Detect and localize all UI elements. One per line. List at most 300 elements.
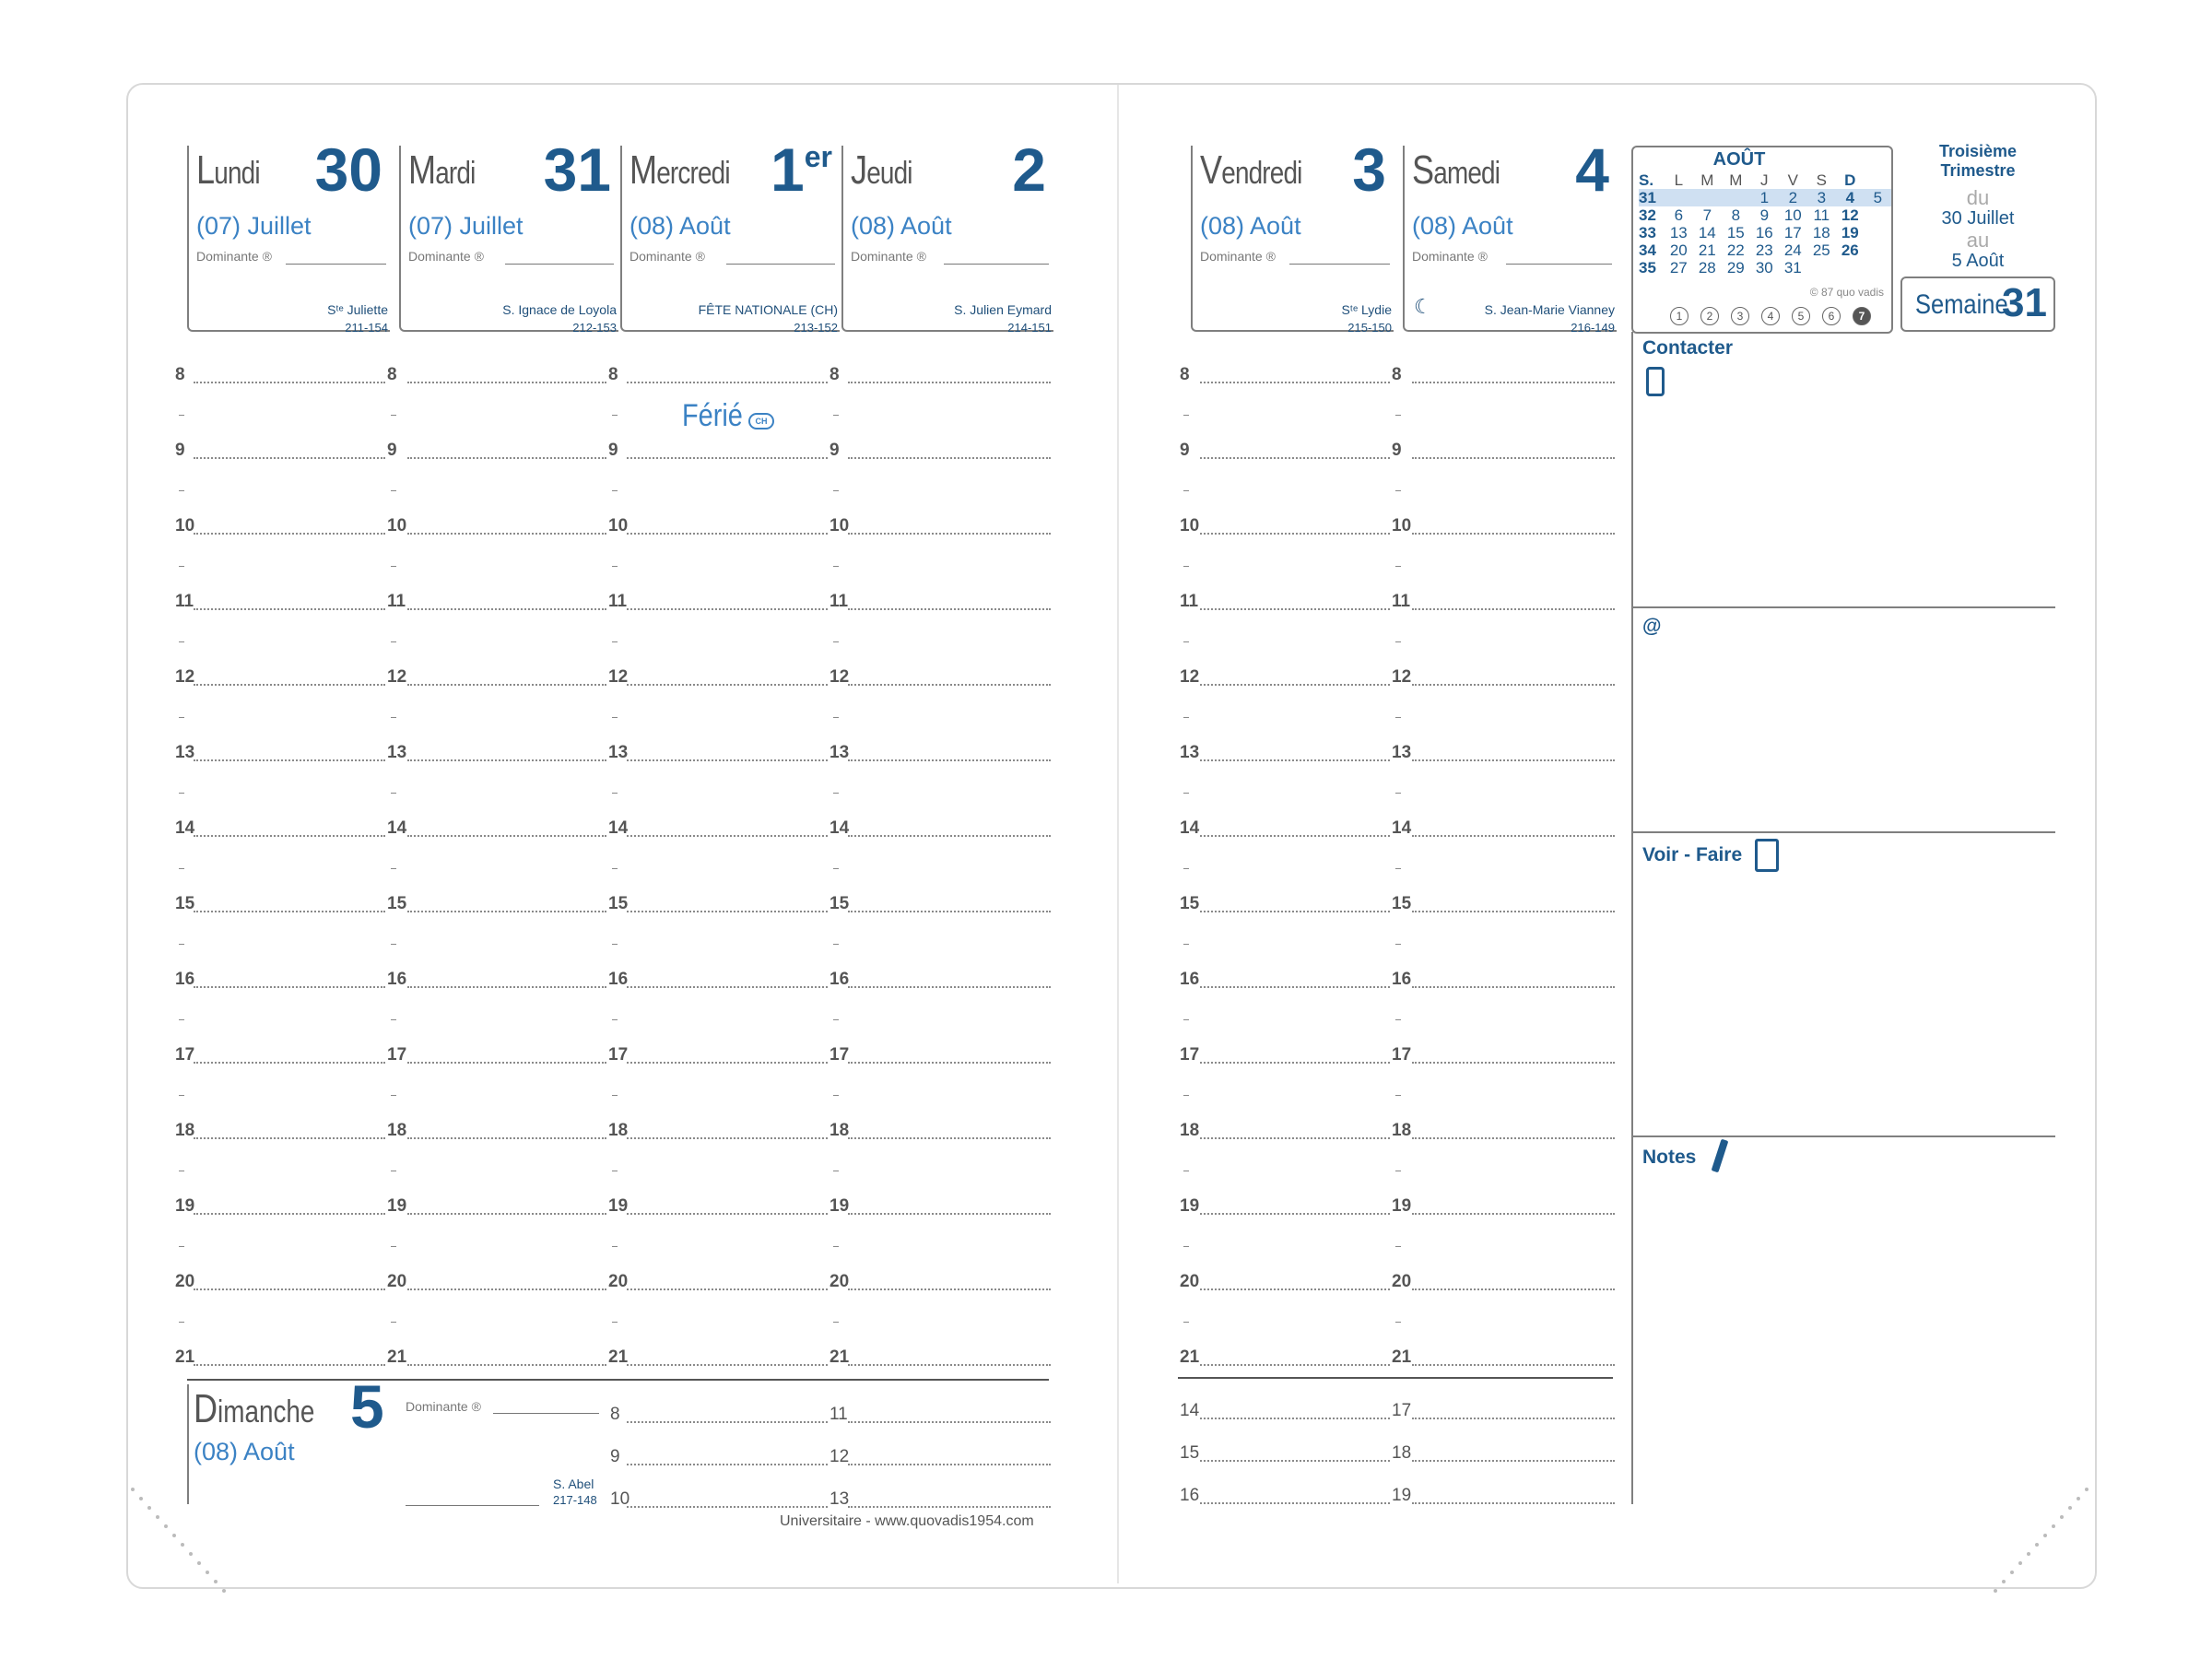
hour-line[interactable] (848, 533, 1051, 535)
binding-hole (222, 1589, 226, 1593)
hour-label: 18 (830, 1121, 850, 1140)
day-month: (07) Juillet (196, 212, 312, 240)
mini-calendar-title: AOÛT (1712, 149, 1766, 170)
hour-line[interactable] (407, 759, 606, 761)
hour-line[interactable] (848, 1288, 1051, 1290)
hour-line[interactable] (407, 608, 606, 610)
hour-line[interactable] (407, 986, 606, 988)
extra-hour-line[interactable] (1412, 1418, 1615, 1419)
hour-line[interactable] (407, 382, 606, 383)
hour-line[interactable] (407, 457, 606, 459)
hour-line[interactable] (407, 1364, 606, 1366)
half-hour-mark (1183, 868, 1189, 869)
hour-line[interactable] (407, 1288, 606, 1290)
hour-line[interactable] (627, 759, 828, 761)
hour-label: 11 (1392, 592, 1411, 611)
half-hour-mark (833, 868, 839, 869)
calendar-week-number: 34 (1639, 241, 1656, 259)
sunday-hour-line[interactable] (627, 1464, 828, 1465)
hour-line[interactable] (627, 1364, 828, 1366)
hour-label: 9 (387, 441, 397, 460)
half-hour-mark (391, 944, 396, 945)
au-label: au (1966, 229, 1990, 252)
sunday-number: 5 (350, 1372, 384, 1441)
sunday-hour-label: 9 (610, 1447, 620, 1466)
hour-label: 16 (175, 970, 195, 989)
half-hour-mark (391, 1095, 396, 1096)
hour-line[interactable] (1412, 911, 1615, 912)
email-rule (1631, 831, 2055, 833)
hour-label: 12 (830, 667, 850, 687)
calendar-weekday-header (1639, 171, 1891, 189)
weekday-circles (1670, 307, 1883, 325)
hour-line[interactable] (1412, 684, 1615, 686)
half-hour-mark (612, 490, 618, 491)
sunday-hour-line[interactable] (848, 1506, 1051, 1508)
day-header (620, 135, 840, 335)
hour-line[interactable] (194, 1062, 385, 1064)
hour-line[interactable] (627, 911, 828, 912)
hour-line[interactable] (1412, 1062, 1615, 1064)
hour-line[interactable] (1412, 759, 1615, 761)
half-hour-mark (833, 566, 839, 567)
binding-hole (2027, 1552, 2030, 1556)
hour-line[interactable] (848, 911, 1051, 912)
half-hour-mark (1183, 1246, 1189, 1247)
hour-line[interactable] (194, 457, 385, 459)
calendar-day: 9 (1759, 206, 1770, 224)
day-header (399, 135, 618, 335)
from-date: 30 Juillet (1941, 208, 2015, 229)
hour-line[interactable] (1200, 759, 1390, 761)
half-hour-mark (833, 1019, 839, 1020)
hour-line[interactable] (194, 986, 385, 988)
hour-line[interactable] (407, 911, 606, 912)
half-hour-mark (179, 1019, 184, 1020)
hour-line[interactable] (1412, 835, 1615, 837)
calendar-day: 6 (1674, 206, 1684, 224)
hour-label: 17 (387, 1045, 407, 1065)
notepad-icon (1755, 839, 1779, 872)
hour-label: 14 (387, 818, 407, 838)
hour-label: 10 (387, 516, 407, 535)
hour-line[interactable] (627, 684, 828, 686)
hour-line[interactable] (194, 1288, 385, 1290)
hour-label: 21 (830, 1347, 850, 1367)
hour-line[interactable] (1412, 986, 1615, 988)
sunday-box (187, 1384, 189, 1504)
hour-label: 17 (1180, 1045, 1200, 1065)
hour-line[interactable] (194, 911, 385, 912)
extra-hour-label: 19 (1392, 1486, 1412, 1505)
hour-label: 10 (830, 516, 850, 535)
hour-line[interactable] (848, 1137, 1051, 1139)
week-number: 31 (2002, 280, 2047, 325)
hour-line[interactable] (627, 1062, 828, 1064)
hour-line[interactable] (1412, 1364, 1615, 1366)
hour-line[interactable] (848, 608, 1051, 610)
half-hour-mark (179, 944, 184, 945)
hour-label: 9 (608, 441, 618, 460)
notes-heading: Notes (1642, 1147, 1697, 1168)
half-hour-mark (833, 793, 839, 794)
extra-hour-line[interactable] (1200, 1502, 1390, 1504)
hour-line[interactable] (1200, 1364, 1390, 1366)
hour-line[interactable] (194, 608, 385, 610)
calendar-day: 10 (1783, 206, 1802, 224)
hour-label: 11 (387, 592, 406, 611)
calendar-day: 24 (1783, 241, 1802, 259)
hour-label: 9 (1392, 441, 1402, 460)
sunday-dominante-line (493, 1413, 599, 1414)
hour-line[interactable] (194, 1213, 385, 1215)
hour-label: 20 (387, 1272, 407, 1291)
hour-line[interactable] (627, 986, 828, 988)
calendar-day (1807, 259, 1836, 276)
hour-label: 20 (1180, 1272, 1200, 1291)
hour-label: 17 (608, 1045, 629, 1065)
calendar-day: 28 (1698, 259, 1716, 276)
hour-line[interactable] (848, 457, 1051, 459)
half-hour-mark (179, 490, 184, 491)
extra-hour-label: 14 (1180, 1401, 1200, 1420)
calendar-week-row (1639, 206, 1891, 224)
hour-line[interactable] (1200, 608, 1390, 610)
hour-line[interactable] (1412, 1288, 1615, 1290)
hour-label: 8 (387, 365, 397, 384)
extra-hour-label: 17 (1392, 1401, 1412, 1420)
saint-name: S. Ignace de Loyola (502, 302, 617, 317)
weekday-circle: 1 (1670, 307, 1688, 325)
binding-hole (147, 1506, 151, 1510)
day-name: Jeudi (851, 147, 912, 193)
calendar-day: 12 (1841, 206, 1859, 224)
hour-line[interactable] (1200, 911, 1390, 912)
hour-line[interactable] (848, 759, 1051, 761)
week-box (1900, 276, 2055, 332)
binding-hole (206, 1571, 209, 1574)
hour-label: 9 (175, 441, 185, 460)
half-hour-mark (1183, 1322, 1189, 1323)
hour-line[interactable] (848, 986, 1051, 988)
hour-label: 18 (1180, 1121, 1200, 1140)
hour-line[interactable] (627, 1137, 828, 1139)
mini-calendar (1631, 146, 1893, 334)
hour-line[interactable] (848, 684, 1051, 686)
hour-line[interactable] (627, 382, 828, 383)
weekday-circle: 7 (1853, 307, 1871, 325)
calendar-day: 18 (1812, 224, 1830, 241)
half-hour-mark (1183, 1095, 1189, 1096)
day-of-year: 214-151 (1007, 321, 1052, 335)
half-hour-mark (612, 415, 618, 416)
sunday-dominante: Dominante ® (406, 1399, 481, 1414)
binding-hole (189, 1552, 193, 1556)
dominante-label: Dominante ® (1412, 249, 1488, 264)
hour-label: 21 (608, 1347, 629, 1367)
half-hour-mark (612, 1019, 618, 1020)
hour-line[interactable] (407, 1137, 606, 1139)
half-hour-mark (833, 1246, 839, 1247)
half-hour-mark (1183, 1019, 1189, 1020)
hour-line[interactable] (194, 533, 385, 535)
binding-hole (2077, 1497, 2080, 1500)
hour-line[interactable] (407, 1062, 606, 1064)
hour-label: 13 (1392, 743, 1412, 762)
sunday-top-rule (187, 1379, 1049, 1381)
sunday-hour-line[interactable] (627, 1421, 828, 1423)
dominante-label: Dominante ® (196, 249, 272, 264)
weekday-circle: 5 (1792, 307, 1810, 325)
calendar-day: 23 (1755, 241, 1773, 259)
extra-hour-line[interactable] (1412, 1460, 1615, 1462)
half-hour-mark (179, 1322, 184, 1323)
hour-line[interactable] (627, 457, 828, 459)
hour-label: 9 (830, 441, 840, 460)
calendar-day: 30 (1755, 259, 1773, 276)
extra-hour-label: 18 (1392, 1443, 1412, 1463)
calendar-day: 27 (1669, 259, 1688, 276)
hour-label: 17 (830, 1045, 850, 1065)
calendar-week-number: 32 (1639, 206, 1656, 224)
calendar-day: 8 (1731, 206, 1741, 224)
sunday-hour-line[interactable] (848, 1464, 1051, 1465)
hour-label: 8 (1392, 365, 1402, 384)
calendar-weekday: D (1844, 171, 1856, 189)
half-hour-mark (833, 641, 839, 642)
extra-hour-line[interactable] (1412, 1502, 1615, 1504)
page-spine (1117, 85, 1119, 1583)
calendar-weekday: M (1729, 171, 1743, 189)
right-bottom-rule (1178, 1377, 1613, 1379)
weekday-circle: 6 (1822, 307, 1841, 325)
hour-line[interactable] (627, 533, 828, 535)
hour-label: 14 (175, 818, 195, 838)
half-hour-mark (1395, 566, 1401, 567)
hour-line[interactable] (407, 835, 606, 837)
hour-line[interactable] (1412, 1213, 1615, 1215)
swiss-holiday-badge: CH (748, 413, 774, 429)
hour-line[interactable] (627, 1288, 828, 1290)
hour-label: 18 (387, 1121, 407, 1140)
extra-hour-label: 16 (1180, 1486, 1200, 1505)
half-hour-mark (1395, 1095, 1401, 1096)
moon-phase-icon: ☾ (1414, 295, 1432, 318)
half-hour-mark (391, 793, 396, 794)
day-of-year: 211-154 (345, 321, 388, 335)
hour-line[interactable] (194, 1364, 385, 1366)
hour-line[interactable] (1200, 1213, 1390, 1215)
half-hour-mark (391, 717, 396, 718)
half-hour-mark (1395, 793, 1401, 794)
calendar-day: 3 (1807, 189, 1836, 206)
dominante-label: Dominante ® (629, 249, 705, 264)
hour-line[interactable] (848, 835, 1051, 837)
calendar-weekday: S. (1639, 171, 1654, 189)
calendar-day: 15 (1726, 224, 1745, 241)
hour-label: 11 (830, 592, 849, 611)
hour-label: 13 (387, 743, 407, 762)
day-number: 31 (543, 135, 611, 204)
calendar-day: 1 (1750, 189, 1779, 206)
hour-line[interactable] (848, 1364, 1051, 1366)
sidebar-rule (1631, 332, 1633, 1504)
hour-label: 13 (1180, 743, 1200, 762)
dominante-label: Dominante ® (851, 249, 926, 264)
contact-rule (1631, 606, 2055, 608)
hour-label: 19 (387, 1196, 407, 1216)
half-hour-mark (179, 868, 184, 869)
hour-line[interactable] (1412, 608, 1615, 610)
hour-line[interactable] (627, 835, 828, 837)
hour-line[interactable] (407, 684, 606, 686)
hour-line[interactable] (1412, 533, 1615, 535)
hour-line[interactable] (194, 759, 385, 761)
hour-label: 21 (387, 1347, 407, 1367)
extra-hour-line[interactable] (1200, 1418, 1390, 1419)
saint-name: S. Julien Eymard (954, 302, 1052, 317)
calendar-day: 14 (1698, 224, 1716, 241)
half-hour-mark (612, 944, 618, 945)
day-of-year: 212-153 (572, 321, 617, 335)
hour-label: 15 (387, 894, 407, 913)
day-number: 1er (771, 135, 832, 204)
half-hour-mark (179, 1246, 184, 1247)
hour-label: 16 (1180, 970, 1200, 989)
hour-label: 11 (1180, 592, 1199, 611)
calendar-day: 29 (1726, 259, 1745, 276)
hour-line[interactable] (1200, 533, 1390, 535)
hour-line[interactable] (848, 382, 1051, 383)
half-hour-mark (612, 566, 618, 567)
day-of-year: 216-149 (1571, 321, 1615, 335)
hour-line[interactable] (1200, 457, 1390, 459)
dominante-line (726, 264, 835, 265)
hour-line[interactable] (627, 608, 828, 610)
hour-line[interactable] (407, 1213, 606, 1215)
hour-label: 16 (608, 970, 629, 989)
half-hour-mark (1395, 868, 1401, 869)
hour-line[interactable] (1200, 835, 1390, 837)
hour-line[interactable] (1200, 986, 1390, 988)
hour-line[interactable] (1200, 1137, 1390, 1139)
half-hour-mark (1183, 793, 1189, 794)
hour-label: 19 (608, 1196, 629, 1216)
dominante-line (1289, 264, 1390, 265)
half-hour-mark (391, 1322, 396, 1323)
calendar-day: 11 (1813, 206, 1830, 224)
quarter-title: Troisième Trimestre (1938, 142, 2018, 180)
calendar-day: 31 (1783, 259, 1802, 276)
hour-label: 20 (608, 1272, 629, 1291)
hour-line[interactable] (194, 1137, 385, 1139)
sunday-hour-line[interactable] (627, 1506, 828, 1508)
hour-label: 19 (175, 1196, 195, 1216)
hour-line[interactable] (1200, 684, 1390, 686)
hour-line[interactable] (848, 1213, 1051, 1215)
day-of-year: 213-152 (794, 321, 838, 335)
hour-label: 17 (175, 1045, 195, 1065)
calendar-weekday: J (1760, 171, 1769, 189)
calendar-week-row (1639, 189, 1891, 206)
sunday-name: Dimanche (194, 1386, 315, 1431)
hour-label: 10 (608, 516, 629, 535)
half-hour-mark (1395, 717, 1401, 718)
hour-line[interactable] (194, 382, 385, 383)
hour-line[interactable] (1412, 1137, 1615, 1139)
day-number: 30 (314, 135, 382, 204)
calendar-day: 2 (1779, 189, 1807, 206)
hour-label: 13 (830, 743, 850, 762)
day-number: 4 (1575, 135, 1609, 204)
half-hour-mark (1395, 944, 1401, 945)
hour-label: 16 (1392, 970, 1412, 989)
hour-line[interactable] (1200, 1062, 1390, 1064)
half-hour-mark (612, 793, 618, 794)
saint-name: FÊTE NATIONALE (CH) (698, 302, 838, 317)
hour-label: 12 (175, 667, 195, 687)
hour-label: 20 (1392, 1272, 1412, 1291)
hour-label: 17 (1392, 1045, 1412, 1065)
hour-line[interactable] (848, 1062, 1051, 1064)
hour-line[interactable] (1412, 457, 1615, 459)
half-hour-mark (612, 1095, 618, 1096)
binding-hole (2035, 1543, 2039, 1547)
extra-hour-line[interactable] (1200, 1460, 1390, 1462)
hour-label: 15 (1392, 894, 1412, 913)
hour-line[interactable] (194, 684, 385, 686)
half-hour-mark (1183, 717, 1189, 718)
half-hour-mark (1395, 641, 1401, 642)
saint-name: S. Jean-Marie Vianney (1484, 302, 1615, 317)
calendar-week-row (1639, 224, 1891, 241)
calendar-day: 7 (1702, 206, 1712, 224)
day-number: 2 (1012, 135, 1046, 204)
calendar-day: 26 (1841, 241, 1859, 259)
hour-line[interactable] (1200, 1288, 1390, 1290)
half-hour-mark (179, 1095, 184, 1096)
calendar-day: 16 (1755, 224, 1773, 241)
binding-hole (214, 1580, 218, 1583)
hour-label: 8 (175, 365, 185, 384)
hour-line[interactable] (1412, 382, 1615, 383)
hour-label: 19 (830, 1196, 850, 1216)
calendar-day (1722, 189, 1750, 206)
dominante-line (944, 264, 1049, 265)
hour-line[interactable] (627, 1213, 828, 1215)
hour-line[interactable] (194, 835, 385, 837)
binding-hole (2060, 1515, 2064, 1519)
hour-label: 14 (608, 818, 629, 838)
hour-label: 14 (1180, 818, 1200, 838)
hour-label: 10 (1392, 516, 1412, 535)
hour-line[interactable] (1200, 382, 1390, 383)
calendar-day (1693, 189, 1722, 206)
calendar-week-number: 33 (1639, 224, 1656, 241)
half-hour-mark (391, 490, 396, 491)
day-header (1191, 135, 1394, 335)
hour-label: 12 (1180, 667, 1200, 687)
weekday-circle: 2 (1700, 307, 1719, 325)
hour-label: 13 (608, 743, 629, 762)
sunday-hour-line[interactable] (848, 1421, 1051, 1423)
hour-label: 19 (1392, 1196, 1412, 1216)
hour-label: 21 (1180, 1347, 1200, 1367)
hour-label: 16 (830, 970, 850, 989)
hour-line[interactable] (407, 533, 606, 535)
footer-text: Universitaire - www.quovadis1954.com (780, 1513, 1034, 1529)
weekday-circle: 4 (1761, 307, 1780, 325)
